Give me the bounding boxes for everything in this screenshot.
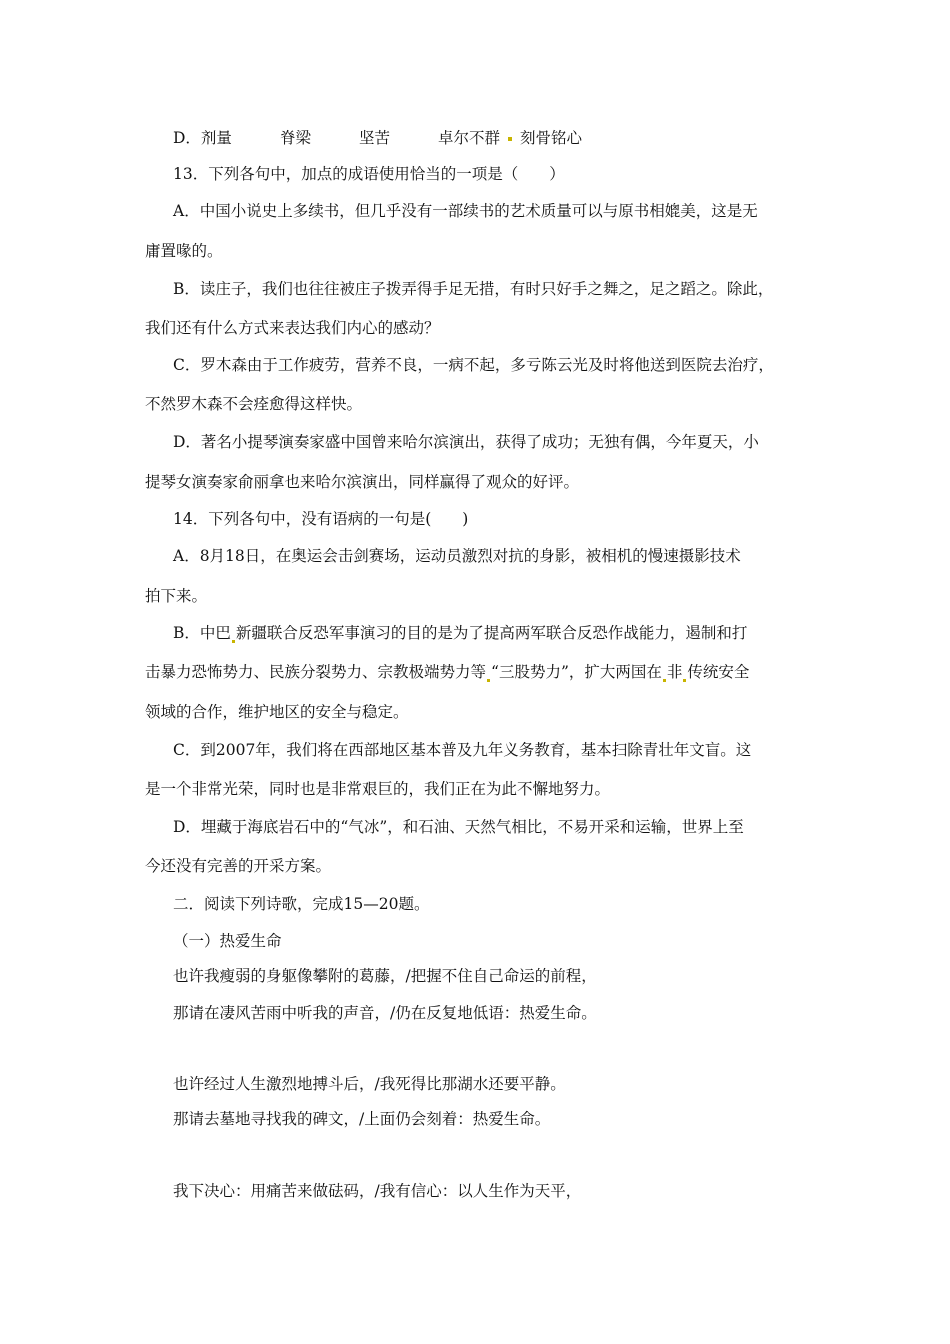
q14-b-line1-part1: B．中巴 [173, 624, 231, 642]
q14-option-d-line2: 今还没有完善的开采方案。 [145, 857, 332, 875]
q13-stem: 13．下列各句中，加点的成语使用恰当的一项是（ ） [173, 165, 565, 183]
poem-stanza1-line1: 也许我瘦弱的身躯像攀附的葛藤，/把握不住自己命运的前程， [173, 967, 597, 985]
q13-option-b-line2: 我们还有什么方式来表达我们内心的感动？ [145, 319, 440, 337]
mark-icon [232, 640, 235, 643]
q13-option-c-line2: 不然罗木森不会痊愈得这样快。 [145, 395, 363, 413]
q13-option-a-line1: A．中国小说史上多续书，但几乎没有一部续书的艺术质量可以与原书相媲美，这是无 [173, 202, 758, 220]
section2-heading: 二．阅读下列诗歌，完成15—20题。 [173, 895, 430, 913]
q14-option-a-line1: A．8月18日，在奥运会击剑赛场，运动员激烈对抗的身影，被相机的慢速摄影技术 [173, 547, 741, 565]
q12-d-word3: 坚苦 [358, 129, 390, 147]
emphasis-dot-icon [508, 137, 512, 141]
q14-b-line2-part1: 击暴力恐怖势力、民族分裂势力、宗教极端势力等 [145, 663, 487, 681]
q13-option-b-line1: B．读庄子，我们也往往被庄子拨弄得手足无措，有时只好手之舞之，足之蹈之。除此， [173, 280, 774, 298]
poem-title: （一）热爱生命 [173, 932, 282, 950]
q12-d-word1: D．剂量 [173, 129, 232, 147]
mark-icon [683, 679, 686, 682]
q14-b-line2-part3: 非 [666, 663, 683, 681]
poem-stanza1-line2: 那请在凄风苦雨中听我的声音，/仍在反复地低语：热爱生命。 [173, 1004, 597, 1022]
q14-option-b-line1 [173, 623, 747, 643]
poem-stanza3-line1: 我下决心：用痛苦来做砝码，/我有信心：以人生作为天平， [173, 1182, 582, 1200]
q14-b-line2-part2: “三股势力”，扩大两国在 [491, 663, 662, 681]
q14-b-line1-part2: 新疆联合反恐军事演习的目的是为了提高两军联合反恐作战能力，遏制和打 [235, 624, 748, 642]
q12-option-d [173, 128, 582, 148]
q14-option-b-line2 [145, 662, 749, 682]
q13-option-c-line1: C．罗木森由于工作疲劳，营养不良，一病不起，多亏陈云光及时将他送到医院去治疗， [173, 356, 774, 374]
q14-option-d-line1: D．埋藏于海底岩石中的“气冰”，和石油、天然气相比，不易开采和运输，世界上至 [173, 818, 744, 836]
poem-stanza2-line2: 那请去墓地寻找我的碑文，/上面仍会刻着：热爱生命。 [173, 1110, 551, 1128]
q14-b-line2-part4: 传统安全 [687, 663, 750, 681]
poem-stanza2-line1: 也许经过人生激烈地搏斗后，/我死得比那湖水还要平静。 [173, 1075, 566, 1093]
q14-option-a-line2: 拍下来。 [145, 587, 208, 605]
mark-icon [663, 679, 666, 682]
q12-d-word5: 刻骨铭心 [519, 129, 582, 147]
q13-option-a-line2: 庸置喙的。 [145, 242, 223, 260]
q12-d-word2: 脊梁 [279, 129, 311, 147]
q14-stem: 14．下列各句中，没有语病的一句是( ) [173, 510, 469, 528]
mark-icon [487, 679, 490, 682]
q13-option-d-line1: D．著名小提琴演奏家盛中国曾来哈尔滨演出，获得了成功；无独有偶，今年夏天，小 [173, 433, 759, 451]
q12-d-word4: 卓尔不群 [437, 129, 500, 147]
q14-option-b-line3: 领域的合作，维护地区的安全与稳定。 [145, 703, 409, 721]
q14-option-c-line2: 是一个非常光荣，同时也是非常艰巨的，我们正在为此不懈地努力。 [145, 780, 611, 798]
q14-option-c-line1: C．到2007年，我们将在西部地区基本普及九年义务教育，基本扫除青壮年文盲。这 [173, 741, 752, 759]
q13-option-d-line2: 提琴女演奏家俞丽拿也来哈尔滨演出，同样赢得了观众的好评。 [145, 473, 580, 491]
